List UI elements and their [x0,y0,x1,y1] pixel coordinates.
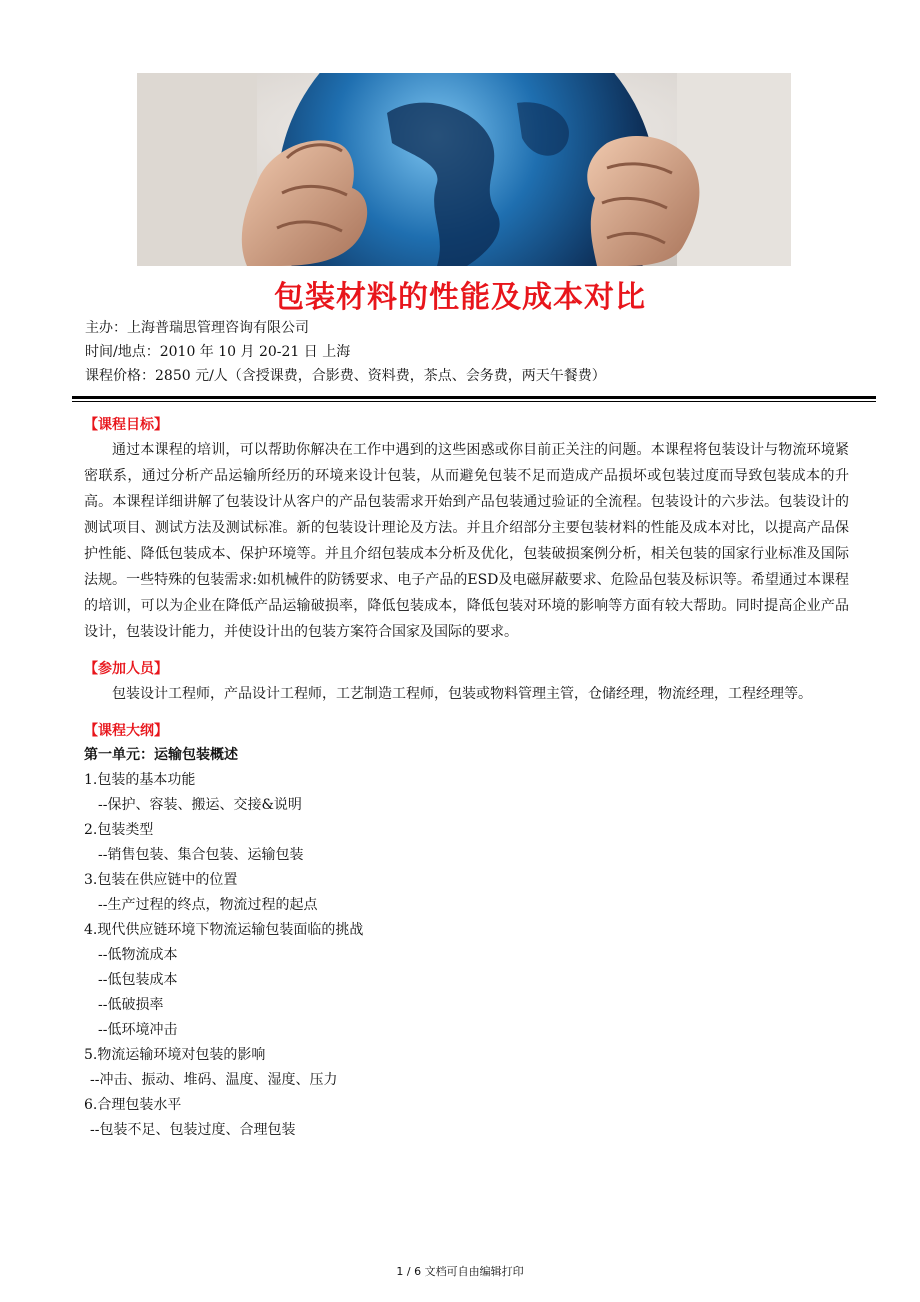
banner-image-hands-globe [137,73,791,266]
outline-item: 6.合理包装水平 [84,1097,182,1113]
course-meta [85,316,606,388]
outline-subitem: --低物流成本 [98,947,178,963]
outline-subitem: --低环境冲击 [98,1022,178,1038]
outline-heading: 【课程大纲】 [84,723,168,739]
outline-subitem: --低破损率 [98,997,164,1013]
spacer [84,707,849,719]
objectives-heading: 【课程目标】 [84,417,168,433]
objectives-paragraph: 通过本课程的培训，可以帮助你解决在工作中遇到的这些困惑或你目前正关注的问题。本课程将包装设计与物流环境紧密联系，通过分析产品运输所经历的环境来设计包装，从而避免包装不足而造成产品损坏或包装过度而导致包装成本的升高。本课程详细讲解了包装设计从客户的产品包装需求开始到产品包装通过验证的全流程。包装设计的六步法。包装设计的测试项目、测试方法及测试标准。新的包装设计理论及方法。并且介绍部分主要包装材料的性能及成本对比，以提高产品保护性能、降低包装成本、保护环境等。并且介绍包装成本分析及优化，包装破损案例分析，相关包装的国家行业标准及国际法规。一些特殊的包装需求:如机械件的防锈要求、电子产品的ESD及电磁屏蔽要求、危险品包装及标识等。希望通过本课程的培训，可以为企业在降低产品运输破损率，降低包装成本，降低包装对环境的影响等方面有较大帮助。同时提高企业产品设计，包装设计能力，并使设计出的包装方案符合国家及国际的要求。 [84,442,849,640]
page-title: 包装材料的性能及成本对比 [274,280,646,315]
divider-thin [72,401,876,402]
outline-subitem: --包装不足、包装过度、合理包装 [90,1122,296,1138]
time-place-line: 时间/地点：2010 年 10 月 20-21 日 上海 [85,344,351,360]
outline-subitem: --保护、容装、搬运、交接&说明 [98,797,302,813]
outline-list [84,768,849,1143]
organizer-line: 主办：上海普瑞思管理咨询有限公司 [85,320,309,336]
unit-title: 第一单元：运输包装概述 [84,747,238,763]
participants-paragraph: 包装设计工程师，产品设计工程师，工艺制造工程师，包装或物料管理主管，仓储经理，物流经理，工程经理等。 [112,686,812,702]
outline-subitem: --生产过程的终点，物流过程的起点 [98,897,318,913]
outline-subitem: --低包装成本 [98,972,178,988]
spacer [84,645,849,657]
price-line: 课程价格：2850 元/人（含授课费，合影费、资料费，茶点、会务费，两天午餐费） [85,368,606,384]
page-footer: 1 / 6 文档可自由编辑打印 [396,1265,524,1278]
divider-thick [72,396,876,399]
outline-subitem: --冲击、振动、堆码、温度、湿度、压力 [90,1072,338,1088]
participants-heading: 【参加人员】 [84,661,168,677]
outline-item: 4.现代供应链环境下物流运输包装面临的挑战 [84,922,364,938]
outline-subitem: --销售包装、集合包装、运输包装 [98,847,304,863]
outline-item: 5.物流运输环境对包装的影响 [84,1047,266,1063]
outline-item: 2.包装类型 [84,822,154,838]
outline-item: 3.包装在供应链中的位置 [84,872,238,888]
outline-item: 1.包装的基本功能 [84,772,196,788]
course-content [84,413,849,1143]
